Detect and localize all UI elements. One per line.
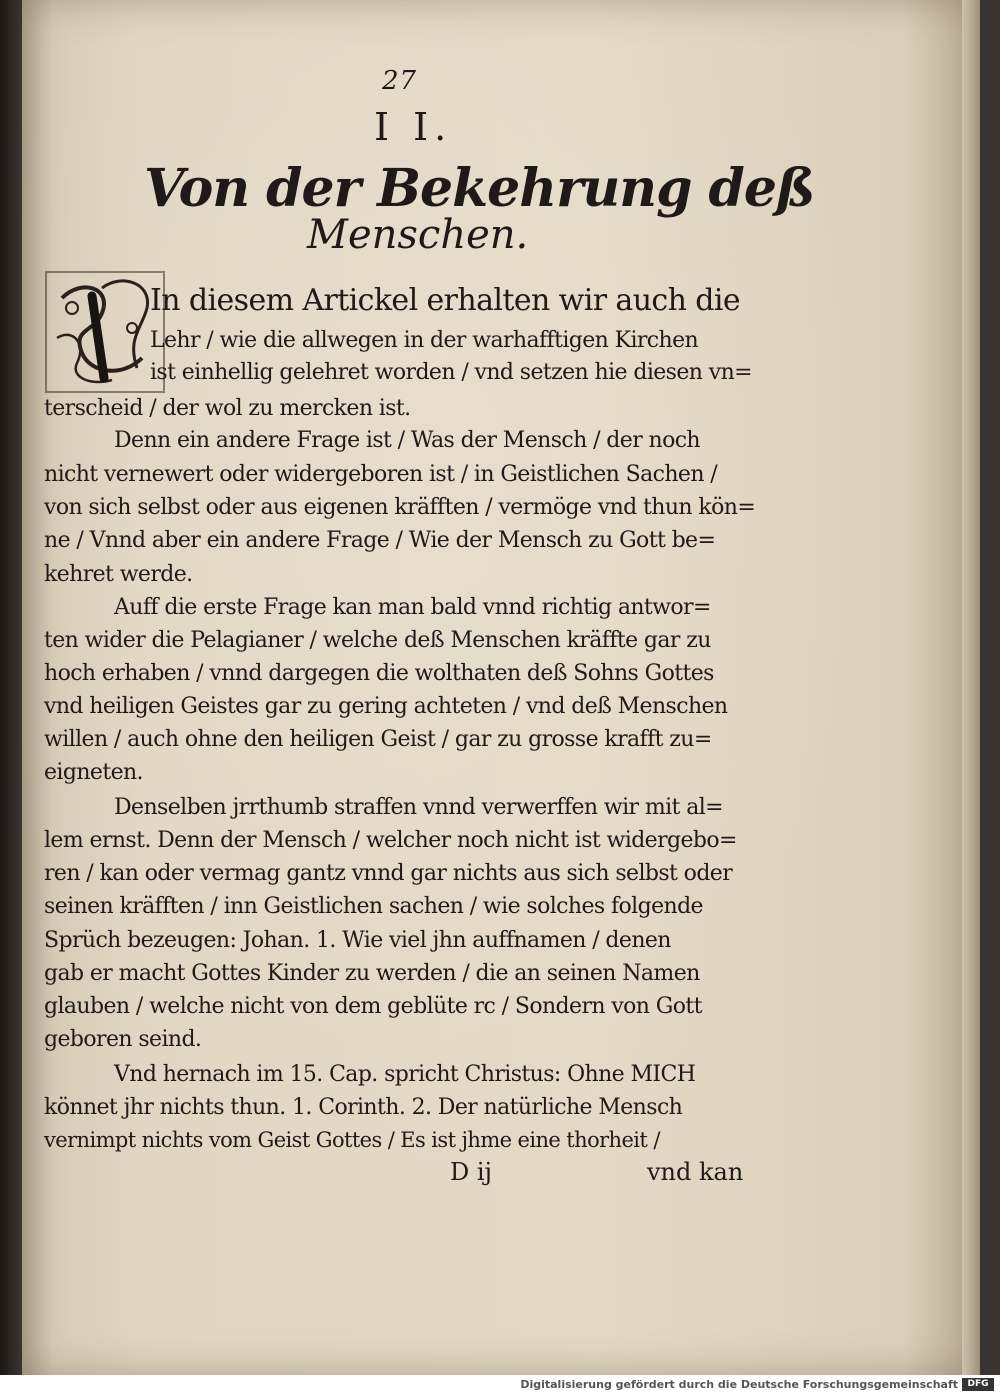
text-line: ten wider die Pelagianer / welche deß Menschen kräffte gar zu — [44, 628, 711, 653]
book-page — [22, 0, 980, 1375]
text-line: kehret werde. — [44, 562, 193, 587]
text-line: Auff die erste Frage kan man bald vnnd richtig antwor= — [114, 595, 711, 620]
text-line: ren / kan oder vermag gantz vnnd gar nichts aus sich selbst oder — [44, 861, 733, 886]
text-line: willen / auch ohne den heiligen Geist / gar zu grosse krafft zu= — [44, 727, 712, 752]
footer-bar — [0, 1375, 1000, 1395]
text-line: Denselben jrrthumb straffen vnnd verwerffen wir mit al= — [114, 795, 723, 820]
page-text — [22, 0, 980, 1375]
text-line: hoch erhaben / vnnd dargegen die wolthaten deß Sohns Gottes — [44, 661, 714, 686]
text-line: ne / Vnnd aber ein andere Frage / Wie der Mensch zu Gott be= — [44, 528, 716, 553]
text-line: Sprüch bezeugen: Johan. 1. Wie viel jhn auffnamen / denen — [44, 928, 671, 953]
chapter-title-line-1: Von der Bekehrung deß — [144, 158, 815, 219]
text-line: Denn ein andere Frage ist / Was der Mensch / der noch — [114, 428, 701, 453]
text-line: geboren seind. — [44, 1027, 202, 1052]
page-number: 27 — [382, 66, 418, 96]
text-line: von sich selbst oder aus eigenen kräfften / vermöge vnd thun kön= — [44, 495, 756, 520]
chapter-number: I I. — [374, 105, 453, 149]
text-line: vnd heiligen Geistes gar zu gering achteten / vnd deß Menschen — [44, 694, 728, 719]
catchword: vnd kan — [647, 1158, 744, 1186]
text-line: könnet jhr nichts thun. 1. Corinth. 2. Der natürliche Mensch — [44, 1095, 683, 1120]
text-line: glauben / welche nicht von dem geblüte rc / Sondern von Gott — [44, 994, 702, 1019]
text-line: seinen kräfften / inn Geistlichen sachen / wie solches folgende — [44, 894, 703, 919]
chapter-title-line-2: Menschen. — [307, 212, 529, 258]
text-line: terscheid / der wol zu mercken ist. — [44, 396, 411, 421]
funding-credit: Digitalisierung gefördert durch die Deutsche Forschungsgemeinschaft — [520, 1378, 958, 1391]
book-spine — [0, 0, 22, 1375]
text-line: eigneten. — [44, 760, 143, 785]
text-line: Lehr / wie die allwegen in der warhafftigen Kirchen — [150, 328, 699, 353]
signature-mark: D ij — [450, 1158, 492, 1186]
text-line: ist einhellig gelehret worden / vnd setzen hie diesen vn= — [150, 360, 752, 385]
text-line: In diesem Artickel erhalten wir auch die — [150, 283, 741, 318]
text-line: Vnd hernach im 15. Cap. spricht Christus: Ohne MICH — [114, 1062, 696, 1087]
dfg-logo-icon: DFG — [962, 1378, 994, 1391]
text-line: vernimpt nichts vom Geist Gottes / Es ist jhme eine thorheit / — [44, 1128, 660, 1152]
text-line: gab er macht Gottes Kinder zu werden / die an seinen Namen — [44, 961, 700, 986]
text-line: nicht vernewert oder widergeboren ist / in Geistlichen Sachen / — [44, 462, 718, 487]
text-line: lem ernst. Denn der Mensch / welcher noch nicht ist widergebo= — [44, 828, 737, 853]
